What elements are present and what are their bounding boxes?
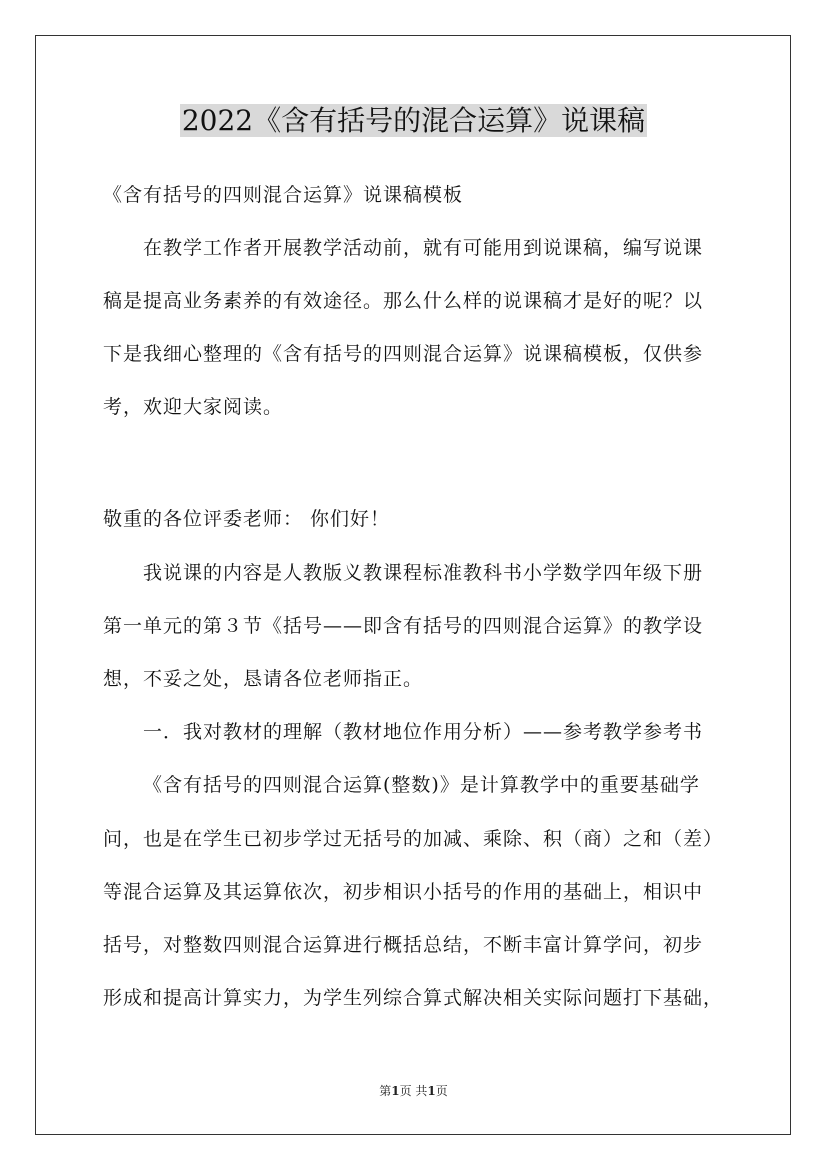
paragraph-line: 稿是提高业务素养的有效途径。那么什么样的说课稿才是好的呢？以 xyxy=(103,290,704,312)
document-title-text: 2022《含有括号的混合运算》说课稿 xyxy=(181,104,646,137)
footer-total-pages: 1 xyxy=(427,1084,436,1098)
footer-prefix: 第 xyxy=(379,1084,392,1098)
section-heading: 一．我对教材的理解（教材地位作用分析）——参考教学参考书 xyxy=(143,721,704,743)
paragraph-line: 第一单元的第３节《括号——即含有括号的四则混合运算》的教学设 xyxy=(103,615,704,637)
paragraph-line: 在教学工作者开展教学活动前，就有可能用到说课稿，编写说课 xyxy=(143,237,704,259)
paragraph-line: 我说课的内容是人教版义教课程标准教科书小学数学四年级下册 xyxy=(143,562,704,584)
greeting-line: 敬重的各位评委老师： 你们好！ xyxy=(103,508,391,530)
paragraph-line: 括号，对整数四则混合运算进行概括总结，不断丰富计算学问，初步 xyxy=(103,934,704,956)
paragraph-line: 考，欢迎大家阅读。 xyxy=(103,396,284,418)
footer-page-number: 1 xyxy=(391,1084,400,1098)
footer-suffix: 页 xyxy=(435,1084,448,1098)
subtitle-line: 《含有括号的四则混合运算》说课稿模板 xyxy=(103,184,464,206)
paragraph-line: 下是我细心整理的《含有括号的四则混合运算》说课稿模板，仅供参 xyxy=(103,343,704,365)
document-title xyxy=(0,100,827,142)
paragraph-line: 想，不妥之处，恳请各位老师指正。 xyxy=(103,668,424,690)
paragraph-line: 形成和提高计算实力，为学生列综合算式解决相关实际问题打下基础， xyxy=(103,987,724,1009)
paragraph-line: 《含有括号的四则混合运算(整数)》是计算教学中的重要基础学 xyxy=(143,774,700,796)
footer-middle: 页 共 xyxy=(399,1084,428,1098)
page-footer xyxy=(0,1083,827,1099)
paragraph-line: 等混合运算及其运算依次，初步相识小括号的作用的基础上，相识中 xyxy=(103,881,704,903)
paragraph-line: 问，也是在学生已初步学过无括号的加减、乘除、积（商）之和（差） xyxy=(103,828,724,850)
